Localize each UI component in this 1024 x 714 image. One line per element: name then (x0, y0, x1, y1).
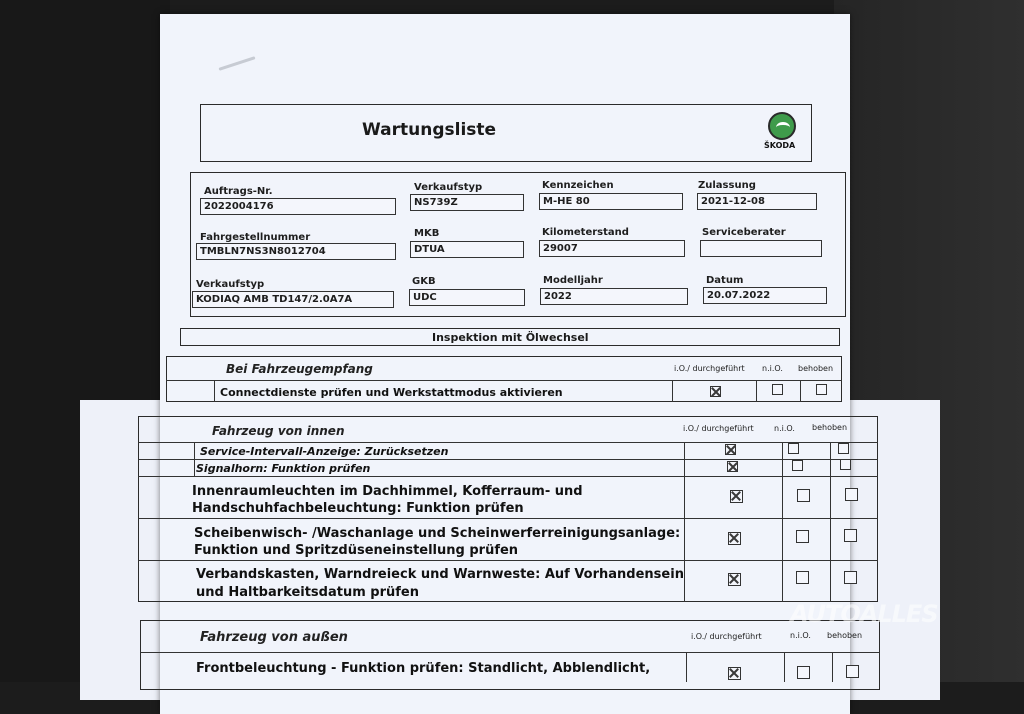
auftrag-label: Auftrags-Nr. (204, 186, 273, 197)
checkbox-io[interactable] (710, 386, 721, 397)
column-nio: n.i.O. (774, 424, 795, 433)
divider (686, 652, 687, 682)
divider (138, 560, 878, 561)
divider (800, 380, 801, 402)
divider (782, 442, 783, 602)
column-io: i.O./ durchgeführt (683, 424, 754, 433)
verkaufstyp2-field: KODIAQ AMB TD147/2.0A7A (192, 291, 394, 308)
divider (138, 518, 878, 519)
column-behoben: behoben (812, 423, 848, 432)
checkbox-behoben[interactable] (844, 571, 857, 584)
verkaufstyp-label: Verkaufstyp (414, 182, 483, 193)
list-item-line2: Funktion und Spritzdüseneinstellung prüfen (194, 543, 519, 558)
checkbox-nio[interactable] (772, 384, 783, 395)
checkbox-io[interactable] (728, 532, 741, 545)
auftrag-field: 2022004176 (200, 198, 396, 215)
column-io: i.O./ durchgeführt (691, 632, 762, 641)
column-nio: n.i.O. (762, 364, 783, 373)
divider (684, 442, 685, 602)
checkbox-behoben[interactable] (816, 384, 827, 395)
brand-name: ŠKODA (764, 141, 796, 150)
list-item-line2: und Haltbarkeitsdatum prüfen (196, 585, 419, 600)
checkbox-nio[interactable] (797, 489, 810, 502)
checkbox-io[interactable] (725, 444, 736, 455)
checkbox-io[interactable] (730, 490, 743, 503)
divider (138, 476, 878, 477)
checkbox-behoben[interactable] (838, 443, 849, 454)
kennzeichen-field: M-HE 80 (539, 193, 683, 210)
list-item: Innenraumleuchten im Dachhimmel, Kofferraum- und (192, 484, 583, 499)
datum-label: Datum (706, 275, 744, 286)
watermark: AUTOALLES (790, 600, 938, 628)
title-box (200, 104, 812, 162)
list-item: Verbandskasten, Warndreieck und Warnweste: Auf Vorhandensein (196, 567, 684, 582)
fahrgestell-label: Fahrgestellnummer (200, 232, 311, 243)
divider (214, 380, 215, 402)
divider (756, 380, 757, 402)
list-item: Signalhorn: Funktion prüfen (196, 462, 371, 475)
checkbox-io[interactable] (728, 667, 741, 680)
list-item: Scheibenwisch- /Waschanlage und Scheinwerferreinigungsanlage: (194, 526, 681, 541)
divider (138, 459, 878, 460)
divider (166, 380, 842, 381)
divider (194, 442, 195, 476)
checkbox-behoben[interactable] (844, 529, 857, 542)
checkbox-io[interactable] (728, 573, 741, 586)
checkbox-nio[interactable] (796, 571, 809, 584)
checkbox-behoben[interactable] (846, 665, 859, 678)
section-title: Fahrzeug von innen (212, 424, 345, 438)
list-item: Frontbeleuchtung - Funktion prüfen: Standlicht, Abblendlicht, (196, 661, 651, 676)
divider (784, 652, 785, 682)
kennzeichen-label: Kennzeichen (542, 180, 614, 191)
divider (672, 380, 673, 402)
divider (830, 442, 831, 602)
zulassung-label: Zulassung (698, 180, 756, 191)
km-field: 29007 (539, 240, 685, 257)
verkaufstyp2-label: Verkaufstyp (196, 279, 265, 290)
checkbox-behoben[interactable] (845, 488, 858, 501)
serviceberater-label: Serviceberater (702, 227, 786, 238)
gkb-label: GKB (412, 276, 436, 287)
divider (138, 442, 878, 443)
zulassung-field: 2021-12-08 (697, 193, 817, 210)
fahrgestell-field: TMBLN7NS3N8012704 (196, 243, 396, 260)
mkb-label: MKB (414, 228, 440, 239)
datum-field: 20.07.2022 (703, 287, 827, 304)
inspection-title: Inspektion mit Ölwechsel (432, 331, 589, 344)
section-title: Fahrzeug von außen (200, 630, 348, 645)
serviceberater-field (700, 240, 822, 257)
list-item-line2: Handschuhfachbeleuchtung: Funktion prüfen (192, 501, 524, 516)
list-item: Service-Intervall-Anzeige: Zurücksetzen (200, 445, 449, 458)
checkbox-io[interactable] (727, 461, 738, 472)
list-item: Connectdienste prüfen und Werkstattmodus aktivieren (220, 386, 563, 399)
mkb-field: DTUA (410, 241, 524, 258)
checkbox-nio[interactable] (796, 530, 809, 543)
modelljahr-field: 2022 (540, 288, 688, 305)
skoda-logo-icon (768, 112, 796, 140)
column-behoben: behoben (798, 364, 834, 373)
column-nio: n.i.O. (790, 631, 811, 640)
section-title: Bei Fahrzeugempfang (226, 362, 373, 376)
column-io: i.O./ durchgeführt (674, 364, 745, 373)
page-title: Wartungsliste (362, 120, 497, 140)
verkaufstyp-field: NS739Z (410, 194, 524, 211)
checkbox-nio[interactable] (788, 443, 799, 454)
km-label: Kilometerstand (542, 227, 629, 238)
modelljahr-label: Modelljahr (543, 275, 603, 286)
divider (832, 652, 833, 682)
checkbox-behoben[interactable] (840, 459, 851, 470)
divider (140, 652, 880, 653)
checkbox-nio[interactable] (792, 460, 803, 471)
column-behoben: behoben (827, 631, 863, 640)
gkb-field: UDC (409, 289, 525, 306)
checkbox-nio[interactable] (797, 666, 810, 679)
